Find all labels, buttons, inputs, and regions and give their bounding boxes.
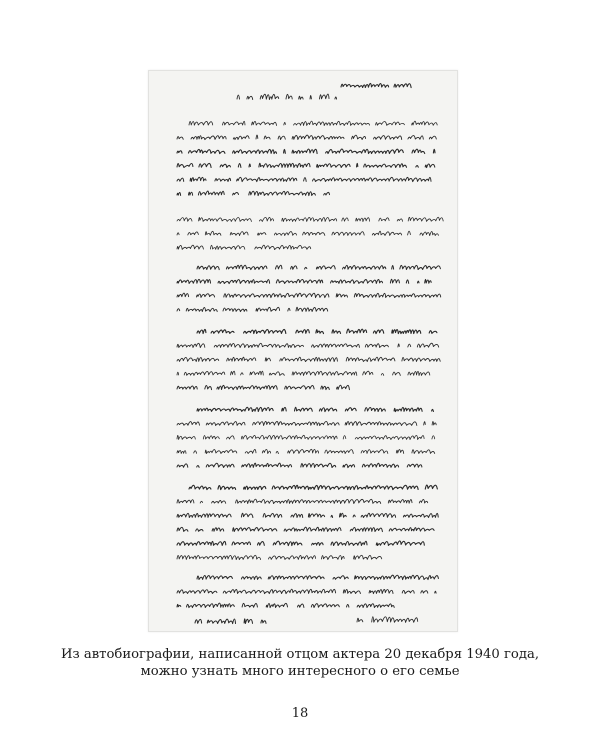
photo-caption <box>40 646 560 680</box>
handwriting-stroke <box>177 245 311 249</box>
handwriting-stroke <box>177 435 442 439</box>
caption-line-2: можно узнать много интересного о его семье <box>140 664 460 679</box>
handwriting-stroke <box>177 603 402 607</box>
handwriting-stroke <box>177 541 432 546</box>
handwriting-stroke <box>177 135 436 140</box>
handwriting-stroke <box>177 279 439 283</box>
handwriting-stroke <box>177 231 438 235</box>
handwriting-stroke <box>177 357 440 361</box>
handwriting-stroke <box>177 385 349 389</box>
handwriting-stroke <box>177 371 430 375</box>
handwritten-autobiography-scan <box>148 70 458 632</box>
handwriting-stroke <box>177 449 435 453</box>
handwriting-stroke <box>237 94 337 99</box>
handwriting-stroke <box>177 589 436 593</box>
handwriting-stroke <box>189 485 437 490</box>
handwriting-stroke <box>197 265 440 269</box>
handwriting-stroke <box>177 499 437 503</box>
handwriting-stroke <box>177 307 328 311</box>
handwriting-stroke <box>177 421 436 425</box>
handwriting-stroke <box>197 575 438 579</box>
handwriting-stroke <box>197 407 443 411</box>
handwriting-stroke <box>177 513 438 517</box>
handwriting-stroke <box>195 619 266 624</box>
handwriting-stroke <box>177 527 434 531</box>
handwriting-stroke <box>177 191 338 196</box>
page-number: 18 <box>291 706 309 721</box>
handwriting-stroke <box>177 177 431 181</box>
handwriting-stroke <box>189 121 437 125</box>
handwriting-stroke <box>177 293 441 297</box>
caption-line-1: Из автобиографии, написанной отцом актера 20 декабря 1940 года, <box>60 647 540 662</box>
handwriting-stroke <box>177 343 447 347</box>
handwriting-stroke <box>177 217 443 221</box>
handwriting-stroke <box>197 329 437 333</box>
handwriting-stroke <box>177 163 435 167</box>
handwriting-image <box>149 71 457 631</box>
handwriting-stroke <box>357 617 418 623</box>
handwriting-stroke <box>177 149 435 154</box>
handwriting-stroke <box>177 555 382 559</box>
handwriting-stroke <box>177 463 422 467</box>
handwriting-stroke <box>341 83 411 87</box>
